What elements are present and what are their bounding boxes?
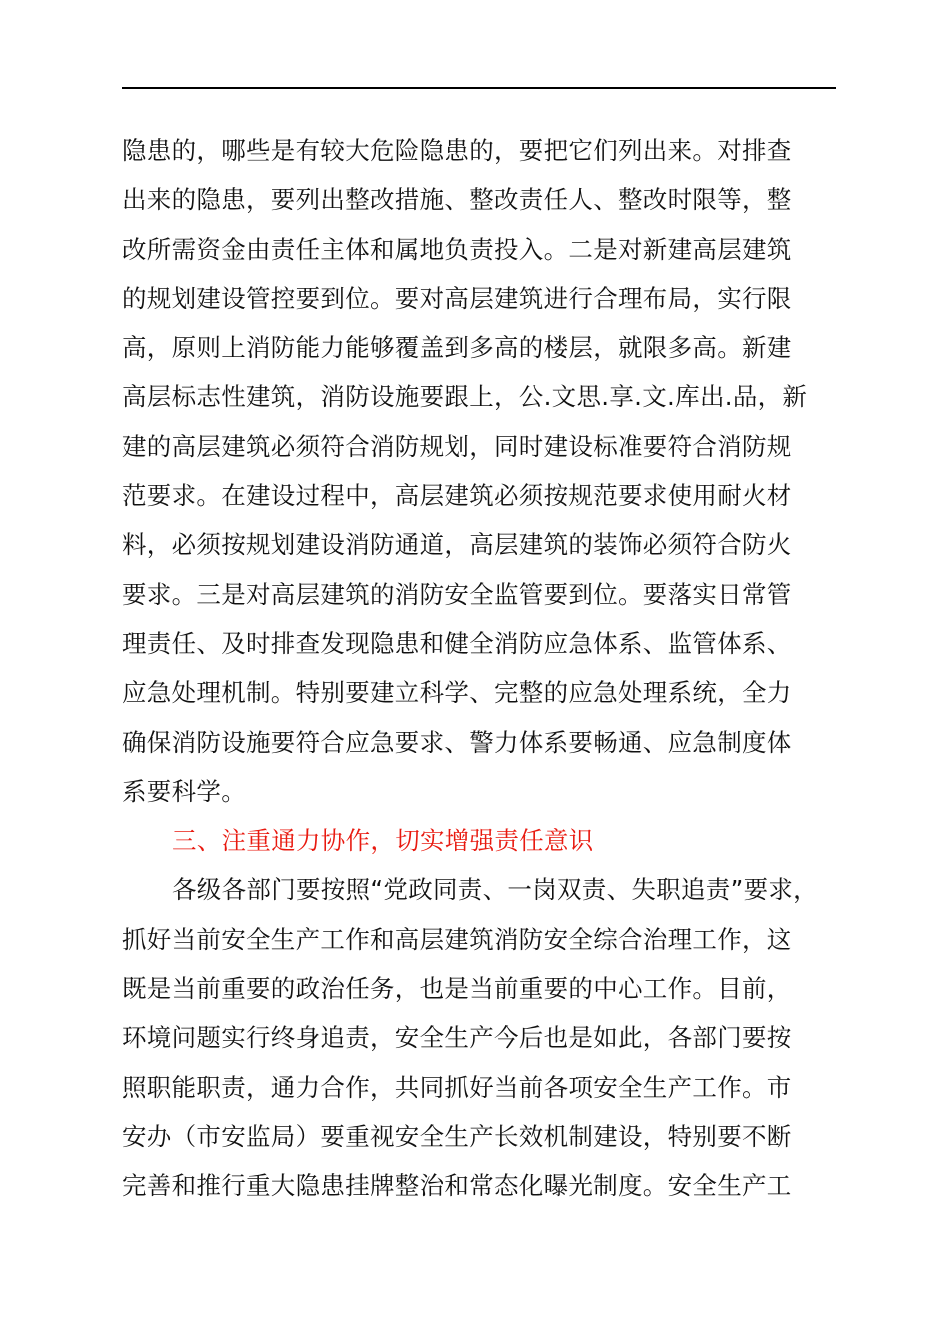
text-line: 料，必须按规划建设消防通道，高层建筑的装饰必须符合防火 (122, 530, 792, 560)
text-line: 照职能职责，通力合作，共同抓好当前各项安全生产工作。市 (122, 1072, 792, 1102)
text-line: 理责任、及时排查发现隐患和健全消防应急体系、监管体系、 (122, 628, 792, 658)
text-line: 完善和推行重大隐患挂牌整治和常态化曝光制度。安全生产工 (122, 1171, 792, 1201)
text-line: 改所需资金由责任主体和属地负责投入。二是对新建高层建筑 (122, 234, 792, 264)
text-line: 确保消防设施要符合应急要求、警力体系要畅通、应急制度体 (122, 727, 792, 757)
text-line: 要求。三是对高层建筑的消防安全监管要到位。要落实日常管 (122, 579, 792, 609)
text-line: 建的高层建筑必须符合消防规划，同时建设标准要符合消防规 (122, 431, 792, 461)
text-line: 既是当前重要的政治任务，也是当前重要的中心工作。目前， (122, 974, 792, 1004)
text-line: 抓好当前安全生产工作和高层建筑消防安全综合治理工作，这 (122, 924, 792, 954)
text-line: 范要求。在建设过程中，高层建筑必须按规范要求使用耐火材 (122, 481, 792, 511)
paragraph-first-line: 各级各部门要按照“党政同责、一岗双责、失职追责”要求， (172, 875, 818, 905)
text-line: 系要科学。 (122, 776, 246, 806)
document-body (122, 126, 862, 1211)
text-line: 应急处理机制。特别要建立科学、完整的应急处理系统，全力 (122, 678, 792, 708)
text-line: 环境问题实行终身追责，安全生产今后也是如此，各部门要按 (122, 1023, 792, 1053)
text-line: 出来的隐患，要列出整改措施、整改责任人、整改时限等，整 (122, 185, 792, 215)
text-line: 隐患的，哪些是有较大危险隐患的，要把它们列出来。对排查 (122, 136, 792, 165)
header-rule (122, 87, 836, 89)
text-line: 的规划建设管控要到位。要对高层建筑进行合理布局，实行限 (122, 283, 792, 313)
section-heading: 三、注重通力协作，切实增强责任意识 (172, 826, 594, 856)
text-line: 安办（市安监局）要重视安全生产长效机制建设，特别要不断 (122, 1121, 792, 1151)
text-line: 高，原则上消防能力能够覆盖到多高的楼层，就限多高。新建 (122, 333, 792, 363)
text-line: 高层标志性建筑，消防设施要跟上，公.文思.享.文.库出.品，新 (122, 382, 808, 412)
